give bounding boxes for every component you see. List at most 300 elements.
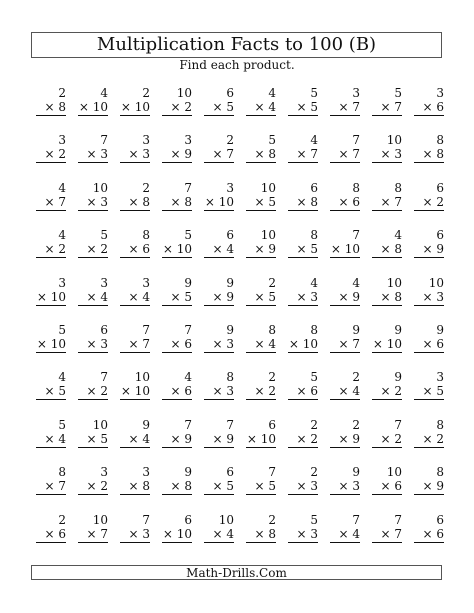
multiplicand: 8: [394, 180, 402, 195]
multiplicand: 10: [386, 133, 402, 148]
problem-97: [280, 513, 322, 560]
answer-line: [330, 162, 360, 163]
multiplier: × 10: [204, 194, 234, 209]
problem-26: [238, 181, 280, 228]
multiplicand: 6: [436, 512, 444, 527]
multiplier: × 2: [86, 479, 108, 494]
problem-65: [196, 370, 238, 417]
multiplier: × 3: [212, 336, 234, 351]
problem-43: [112, 276, 154, 323]
multiplicand: 6: [226, 228, 234, 243]
answer-line: [162, 305, 192, 306]
problem-48: [322, 276, 364, 323]
footer-box: [31, 565, 442, 580]
multiplier: × 10: [288, 336, 318, 351]
multiplier: × 10: [162, 526, 192, 541]
multiplier: × 8: [380, 242, 402, 257]
multiplicand: 2: [268, 370, 276, 385]
multiplicand: 2: [310, 465, 318, 480]
multiplicand: 7: [226, 417, 234, 432]
multiplicand: 2: [58, 512, 66, 527]
problem-52: [70, 323, 112, 370]
problem-80: [406, 418, 448, 465]
answer-line: [288, 305, 318, 306]
multiplier: × 5: [254, 479, 276, 494]
multiplicand: 9: [226, 275, 234, 290]
problem-37: [280, 228, 322, 275]
multiplier: × 10: [36, 289, 66, 304]
problem-94: [154, 513, 196, 560]
multiplicand: 7: [394, 417, 402, 432]
problem-68: [322, 370, 364, 417]
multiplier: × 9: [212, 431, 234, 446]
problem-28: [322, 181, 364, 228]
problem-29: [364, 181, 406, 228]
answer-line: [372, 257, 402, 258]
multiplier: × 7: [380, 194, 402, 209]
multiplicand: 10: [92, 417, 108, 432]
problem-50: [406, 276, 448, 323]
answer-line: [288, 257, 318, 258]
answer-line: [78, 210, 108, 211]
answer-line: [288, 352, 318, 353]
multiplier: × 2: [44, 242, 66, 257]
worksheet-title: Multiplication Facts to 100 (B): [96, 34, 377, 55]
multiplicand: 5: [310, 370, 318, 385]
problem-5: [196, 86, 238, 133]
multiplier: × 8: [380, 289, 402, 304]
answer-line: [204, 494, 234, 495]
multiplicand: 10: [176, 86, 192, 100]
multiplier: × 10: [120, 100, 150, 114]
answer-line: [246, 305, 276, 306]
multiplier: × 7: [128, 336, 150, 351]
multiplicand: 2: [310, 417, 318, 432]
multiplier: × 4: [338, 384, 360, 399]
multiplier: × 2: [296, 431, 318, 446]
multiplicand: 2: [268, 275, 276, 290]
multiplier: × 2: [170, 100, 192, 114]
multiplicand: 3: [58, 133, 66, 148]
multiplier: × 10: [120, 384, 150, 399]
multiplier: × 6: [422, 100, 444, 114]
answer-line: [78, 352, 108, 353]
answer-line: [330, 399, 360, 400]
problem-93: [112, 513, 154, 560]
multiplier: × 5: [212, 100, 234, 114]
multiplicand: 8: [58, 465, 66, 480]
answer-line: [120, 494, 150, 495]
worksheet-title-box: [31, 32, 442, 58]
multiplicand: 10: [92, 512, 108, 527]
multiplicand: 4: [58, 180, 66, 195]
multiplicand: 8: [352, 180, 360, 195]
problem-78: [322, 418, 364, 465]
multiplier: × 5: [296, 100, 318, 114]
problem-30: [406, 181, 448, 228]
multiplier: × 4: [254, 336, 276, 351]
problem-grid: [28, 86, 448, 560]
problem-16: [238, 133, 280, 180]
multiplicand: 7: [352, 228, 360, 243]
problem-35: [196, 228, 238, 275]
multiplicand: 4: [58, 370, 66, 385]
answer-line: [246, 494, 276, 495]
answer-line: [330, 494, 360, 495]
multiplicand: 10: [92, 180, 108, 195]
problem-63: [112, 370, 154, 417]
multiplicand: 7: [352, 512, 360, 527]
answer-line: [204, 305, 234, 306]
multiplicand: 9: [394, 370, 402, 385]
problem-44: [154, 276, 196, 323]
problem-41: [28, 276, 70, 323]
answer-line: [36, 447, 66, 448]
problem-66: [238, 370, 280, 417]
multiplier: × 8: [170, 479, 192, 494]
multiplicand: 9: [226, 322, 234, 337]
multiplier: × 3: [86, 194, 108, 209]
multiplicand: 7: [100, 133, 108, 148]
footer-site: Math-Drills.Com: [186, 565, 287, 580]
problem-73: [112, 418, 154, 465]
problem-98: [322, 513, 364, 560]
multiplier: × 3: [422, 289, 444, 304]
answer-line: [36, 210, 66, 211]
multiplier: × 3: [296, 526, 318, 541]
answer-line: [36, 352, 66, 353]
answer-line: [120, 542, 150, 543]
multiplier: × 4: [338, 526, 360, 541]
multiplier: × 7: [296, 147, 318, 162]
problem-86: [238, 465, 280, 512]
problem-32: [70, 228, 112, 275]
problem-69: [364, 370, 406, 417]
multiplicand: 6: [310, 180, 318, 195]
multiplier: × 10: [372, 336, 402, 351]
multiplicand: 3: [184, 133, 192, 148]
multiplicand: 2: [58, 86, 66, 100]
answer-line: [120, 305, 150, 306]
multiplier: × 3: [338, 479, 360, 494]
answer-line: [288, 494, 318, 495]
answer-line: [120, 257, 150, 258]
multiplicand: 9: [184, 465, 192, 480]
multiplier: × 8: [422, 147, 444, 162]
problem-31: [28, 228, 70, 275]
problem-95: [196, 513, 238, 560]
multiplicand: 7: [184, 417, 192, 432]
multiplier: × 2: [422, 431, 444, 446]
multiplier: × 7: [338, 147, 360, 162]
answer-line: [246, 115, 276, 116]
multiplicand: 3: [142, 275, 150, 290]
answer-line: [414, 257, 444, 258]
multiplicand: 3: [142, 465, 150, 480]
multiplier: × 7: [380, 526, 402, 541]
multiplier: × 3: [86, 147, 108, 162]
problem-20: [406, 133, 448, 180]
multiplicand: 9: [352, 465, 360, 480]
multiplicand: 7: [184, 180, 192, 195]
answer-line: [330, 352, 360, 353]
answer-line: [162, 115, 192, 116]
problem-22: [70, 181, 112, 228]
problem-15: [196, 133, 238, 180]
problem-82: [70, 465, 112, 512]
multiplier: × 5: [422, 384, 444, 399]
answer-line: [372, 352, 402, 353]
multiplier: × 4: [254, 100, 276, 114]
multiplier: × 10: [330, 242, 360, 257]
problem-24: [154, 181, 196, 228]
multiplicand: 8: [436, 465, 444, 480]
multiplier: × 4: [128, 431, 150, 446]
multiplier: × 2: [380, 431, 402, 446]
multiplier: × 9: [422, 479, 444, 494]
multiplier: × 2: [380, 384, 402, 399]
instructions: Find each product.: [179, 58, 295, 72]
answer-line: [204, 115, 234, 116]
multiplicand: 5: [100, 228, 108, 243]
multiplicand: 8: [310, 322, 318, 337]
multiplicand: 5: [58, 417, 66, 432]
multiplicand: 6: [268, 417, 276, 432]
problem-85: [196, 465, 238, 512]
problem-72: [70, 418, 112, 465]
multiplier: × 5: [254, 289, 276, 304]
problem-89: [364, 465, 406, 512]
problem-55: [196, 323, 238, 370]
multiplier: × 3: [212, 384, 234, 399]
problem-70: [406, 370, 448, 417]
multiplier: × 2: [86, 384, 108, 399]
multiplier: × 9: [338, 289, 360, 304]
problem-100: [406, 513, 448, 560]
problem-33: [112, 228, 154, 275]
multiplicand: 8: [310, 228, 318, 243]
problem-58: [322, 323, 364, 370]
multiplier: × 8: [170, 194, 192, 209]
problem-60: [406, 323, 448, 370]
multiplicand: 7: [394, 512, 402, 527]
multiplicand: 10: [134, 370, 150, 385]
multiplier: × 6: [44, 526, 66, 541]
multiplicand: 3: [142, 133, 150, 148]
answer-line: [36, 494, 66, 495]
problem-19: [364, 133, 406, 180]
multiplier: × 4: [44, 431, 66, 446]
problem-56: [238, 323, 280, 370]
multiplier: × 2: [422, 194, 444, 209]
problem-42: [70, 276, 112, 323]
multiplicand: 4: [268, 86, 276, 100]
answer-line: [78, 162, 108, 163]
problem-11: [28, 133, 70, 180]
answer-line: [36, 305, 66, 306]
multiplicand: 5: [184, 228, 192, 243]
problem-53: [112, 323, 154, 370]
problem-87: [280, 465, 322, 512]
problem-2: [70, 86, 112, 133]
multiplier: × 4: [128, 289, 150, 304]
answer-line: [204, 399, 234, 400]
answer-line: [330, 115, 360, 116]
multiplier: × 3: [296, 479, 318, 494]
multiplicand: 6: [436, 180, 444, 195]
answer-line: [204, 162, 234, 163]
multiplicand: 10: [386, 465, 402, 480]
answer-line: [120, 210, 150, 211]
problem-84: [154, 465, 196, 512]
answer-line: [330, 257, 360, 258]
answer-line: [78, 542, 108, 543]
multiplicand: 8: [436, 133, 444, 148]
multiplier: × 10: [162, 242, 192, 257]
answer-line: [36, 399, 66, 400]
multiplicand: 9: [436, 322, 444, 337]
multiplier: × 8: [254, 147, 276, 162]
answer-line: [288, 399, 318, 400]
multiplier: × 9: [338, 431, 360, 446]
problem-47: [280, 276, 322, 323]
problem-91: [28, 513, 70, 560]
answer-line: [330, 210, 360, 211]
problem-49: [364, 276, 406, 323]
multiplicand: 3: [436, 370, 444, 385]
problem-38: [322, 228, 364, 275]
multiplicand: 7: [352, 133, 360, 148]
answer-line: [372, 115, 402, 116]
multiplier: × 7: [44, 194, 66, 209]
answer-line: [36, 115, 66, 116]
multiplier: × 5: [170, 289, 192, 304]
answer-line: [414, 352, 444, 353]
multiplier: × 5: [254, 194, 276, 209]
multiplier: × 9: [212, 289, 234, 304]
multiplicand: 8: [436, 417, 444, 432]
multiplicand: 9: [142, 417, 150, 432]
multiplier: × 3: [128, 526, 150, 541]
multiplicand: 2: [352, 370, 360, 385]
multiplicand: 3: [100, 275, 108, 290]
problem-17: [280, 133, 322, 180]
multiplier: × 3: [380, 147, 402, 162]
problem-88: [322, 465, 364, 512]
multiplicand: 8: [268, 322, 276, 337]
problem-27: [280, 181, 322, 228]
multiplier: × 5: [44, 384, 66, 399]
problem-75: [196, 418, 238, 465]
multiplier: × 10: [246, 431, 276, 446]
multiplier: × 9: [422, 242, 444, 257]
problem-4: [154, 86, 196, 133]
answer-line: [78, 115, 108, 116]
multiplicand: 6: [184, 512, 192, 527]
problem-90: [406, 465, 448, 512]
answer-line: [204, 352, 234, 353]
answer-line: [330, 305, 360, 306]
answer-line: [246, 542, 276, 543]
answer-line: [36, 542, 66, 543]
multiplier: × 5: [296, 242, 318, 257]
answer-line: [246, 162, 276, 163]
multiplicand: 3: [352, 86, 360, 100]
problem-23: [112, 181, 154, 228]
multiplicand: 10: [260, 180, 276, 195]
answer-line: [414, 542, 444, 543]
problem-9: [364, 86, 406, 133]
problem-81: [28, 465, 70, 512]
answer-line: [414, 210, 444, 211]
problem-13: [112, 133, 154, 180]
answer-line: [288, 447, 318, 448]
answer-line: [162, 210, 192, 211]
answer-line: [36, 162, 66, 163]
answer-line: [414, 115, 444, 116]
multiplier: × 4: [212, 242, 234, 257]
answer-line: [78, 257, 108, 258]
multiplicand: 5: [394, 86, 402, 100]
multiplier: × 6: [380, 479, 402, 494]
answer-line: [414, 162, 444, 163]
multiplicand: 4: [310, 275, 318, 290]
answer-line: [372, 399, 402, 400]
multiplier: × 9: [170, 147, 192, 162]
problem-96: [238, 513, 280, 560]
problem-99: [364, 513, 406, 560]
multiplicand: 8: [142, 228, 150, 243]
multiplier: × 2: [44, 147, 66, 162]
problem-25: [196, 181, 238, 228]
multiplicand: 4: [310, 133, 318, 148]
multiplier: × 9: [170, 431, 192, 446]
multiplicand: 7: [184, 322, 192, 337]
multiplier: × 2: [86, 242, 108, 257]
multiplicand: 10: [260, 228, 276, 243]
answer-line: [288, 115, 318, 116]
multiplicand: 4: [184, 370, 192, 385]
multiplier: × 3: [86, 336, 108, 351]
answer-line: [204, 447, 234, 448]
answer-line: [288, 542, 318, 543]
multiplier: × 8: [254, 526, 276, 541]
problem-45: [196, 276, 238, 323]
multiplicand: 10: [428, 275, 444, 290]
problem-92: [70, 513, 112, 560]
multiplicand: 9: [184, 275, 192, 290]
multiplicand: 7: [100, 370, 108, 385]
multiplier: × 6: [422, 336, 444, 351]
answer-line: [204, 257, 234, 258]
multiplier: × 5: [212, 479, 234, 494]
answer-line: [288, 210, 318, 211]
problem-59: [364, 323, 406, 370]
multiplier: × 3: [128, 147, 150, 162]
problem-61: [28, 370, 70, 417]
multiplicand: 3: [58, 275, 66, 290]
problem-14: [154, 133, 196, 180]
answer-line: [330, 542, 360, 543]
multiplier: × 9: [254, 242, 276, 257]
multiplier: × 7: [338, 336, 360, 351]
answer-line: [162, 352, 192, 353]
answer-line: [162, 162, 192, 163]
answer-line: [414, 305, 444, 306]
answer-line: [162, 494, 192, 495]
multiplier: × 7: [86, 526, 108, 541]
answer-line: [246, 210, 276, 211]
